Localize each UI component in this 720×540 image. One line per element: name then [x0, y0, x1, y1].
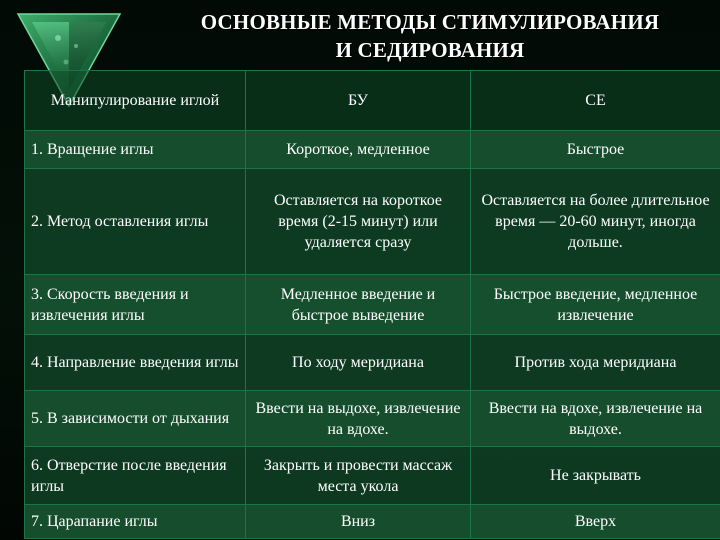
row-se: Оставляется на более длительное время — 20-60 минут, иногда дольше.	[471, 169, 720, 275]
row-se: Быстрое	[471, 131, 720, 169]
header-bu: БУ	[246, 71, 471, 131]
row-label: 4. Направление введения иглы	[25, 335, 246, 391]
row-bu: Закрыть и провести массаж места укола	[246, 447, 471, 505]
row-label: 3. Скорость введения и извлечения иглы	[25, 275, 246, 335]
row-bu: Короткое, медленное	[246, 131, 471, 169]
row-label: 7. Царапание иглы	[25, 505, 246, 539]
title-line-1: ОСНОВНЫЕ МЕТОДЫ СТИМУЛИРОВАНИЯ	[200, 10, 660, 34]
row-bu: Ввести на выдохе, извлечение на вдохе.	[246, 391, 471, 447]
page-title	[150, 8, 710, 64]
row-label: 6. Отверстие после введения иглы	[25, 447, 246, 505]
table-row	[25, 391, 720, 447]
table-row	[25, 335, 720, 391]
row-bu: По ходу меридиана	[246, 335, 471, 391]
table-row	[25, 447, 720, 505]
row-se: Быстрое введение, медленное извлечение	[471, 275, 720, 335]
row-se: Против хода меридиана	[471, 335, 720, 391]
row-bu: Оставляется на короткое время (2-15 минут) или удаляется сразу	[246, 169, 471, 275]
row-label: 1. Вращение иглы	[25, 131, 246, 169]
header-manipulation: Манипулирование иглой	[25, 71, 246, 131]
table-row	[25, 275, 720, 335]
row-se: Не закрывать	[471, 447, 720, 505]
row-label: 5. В зависимости от дыхания	[25, 391, 246, 447]
row-bu: Медленное введение и быстрое выведение	[246, 275, 471, 335]
methods-table	[24, 70, 720, 539]
row-bu: Вниз	[246, 505, 471, 539]
table-row	[25, 505, 720, 539]
row-se: Вверх	[471, 505, 720, 539]
title-line-2: И СЕДИРОВАНИЯ	[335, 38, 525, 62]
header-se: СЕ	[471, 71, 720, 131]
table-row	[25, 169, 720, 275]
table-header-row	[25, 71, 720, 131]
table-row	[25, 131, 720, 169]
row-label: 2. Метод оставления иглы	[25, 169, 246, 275]
row-se: Ввести на вдохе, извлечение на выдохе.	[471, 391, 720, 447]
